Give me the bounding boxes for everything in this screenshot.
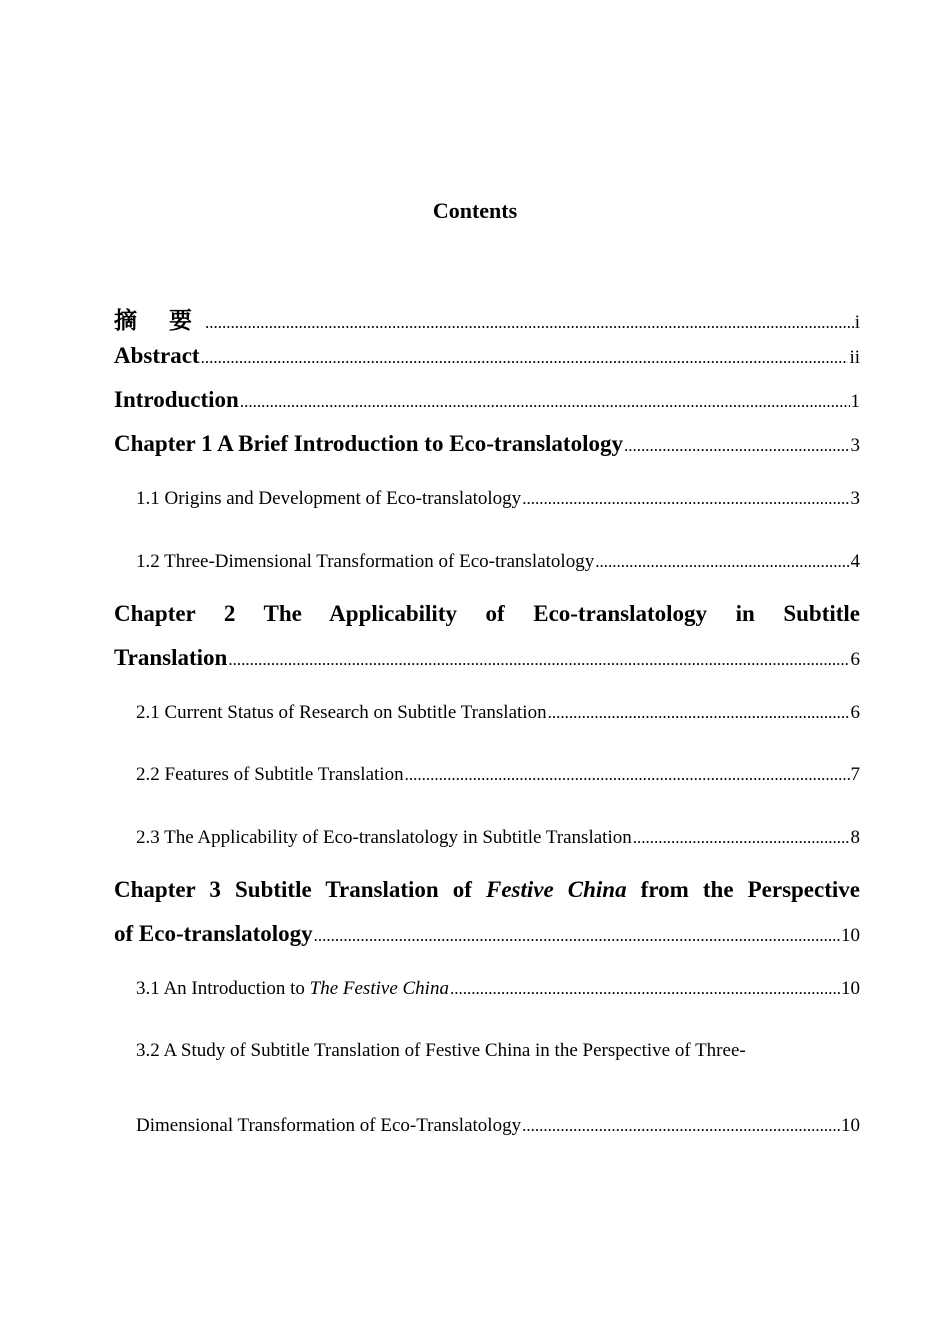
- chapter-3-text-c: from the Perspective: [626, 877, 860, 902]
- toc-entry-section-2-1[interactable]: [136, 702, 860, 724]
- toc-page-number: 4: [850, 551, 860, 572]
- dot-leader: [522, 489, 849, 509]
- section-3-1-title-italic: The Festive China: [309, 978, 449, 999]
- toc-entry-line-2: [136, 1115, 860, 1137]
- toc-entry-label-line-1: [114, 877, 860, 903]
- dot-leader: [405, 765, 850, 785]
- dot-leader: [205, 313, 854, 333]
- toc-page-number: 3: [850, 435, 860, 456]
- dot-leader: [624, 436, 850, 456]
- chapter-3-text-a: Chapter 3 Subtitle Translation of: [114, 877, 486, 902]
- dot-leader: [548, 703, 850, 723]
- toc-entry-introduction[interactable]: [114, 387, 860, 413]
- toc-entry-label-line-2: of Eco-translatology: [114, 921, 313, 946]
- toc-entry-line-2: [114, 921, 860, 947]
- toc-entry-abstract[interactable]: [114, 343, 860, 369]
- toc-page-number: 10: [841, 978, 860, 999]
- toc-entry-section-2-2[interactable]: [136, 764, 860, 786]
- toc-page-number: 6: [850, 649, 860, 670]
- toc-entry-label-line-2: Dimensional Transformation of Eco-Translatology: [136, 1115, 522, 1136]
- toc-page-number: 6: [850, 702, 860, 723]
- toc-page-number: ii: [849, 347, 860, 368]
- toc-entry-label: 摘 要: [114, 308, 205, 334]
- toc-entry-section-1-2[interactable]: [136, 551, 860, 573]
- toc-entry-label: [136, 978, 449, 1000]
- section-3-1-text: 3.1 An Introduction to: [136, 978, 310, 999]
- toc-entry-label-line-2: Translation: [114, 645, 228, 670]
- toc-page-number: 10: [841, 1115, 860, 1136]
- toc-entry-label: 2.1 Current Status of Research on Subtitle Translation: [136, 702, 547, 723]
- toc-entry-label: Abstract: [114, 343, 200, 368]
- toc-entry-line-2: [114, 645, 860, 671]
- toc-entry-label: Chapter 1 A Brief Introduction to Eco-translatology: [114, 431, 623, 456]
- toc-page-number: 3: [850, 488, 860, 509]
- dot-leader: [201, 348, 849, 368]
- toc-entry-section-2-3[interactable]: [136, 827, 860, 849]
- toc-entry-section-3-1[interactable]: [136, 978, 860, 1000]
- dot-leader: [595, 552, 849, 572]
- dot-leader: [314, 926, 840, 946]
- page-title: Contents: [432, 198, 518, 223]
- toc-page-number: 7: [850, 764, 860, 785]
- toc-page-number: 10: [841, 925, 860, 946]
- dot-leader: [240, 392, 850, 412]
- toc-entry-label: 1.2 Three-Dimensional Transformation of Eco-translatology: [136, 551, 595, 572]
- toc-entry-label-line-1: Chapter 2 The Applicability of Eco-translatology in Subtitle: [114, 601, 860, 626]
- toc-entry-label-line-1: 3.2 A Study of Subtitle Translation of Festive China in the Perspective of Three-: [136, 1040, 746, 1061]
- toc-entry-label: 1.1 Origins and Development of Eco-translatology: [136, 488, 522, 509]
- toc-entry-chapter-1[interactable]: [114, 431, 860, 457]
- toc-entry-label: 2.3 The Applicability of Eco-translatology in Subtitle Translation: [136, 827, 632, 848]
- toc-page-number: i: [854, 312, 860, 333]
- dot-leader: [633, 828, 850, 848]
- dot-leader: [228, 650, 849, 670]
- toc-entry-chinese-abstract[interactable]: [114, 302, 860, 335]
- toc-page-number: 1: [850, 391, 860, 412]
- toc-page-number: 8: [850, 827, 860, 848]
- chapter-3-title-italic: Festive China: [486, 877, 627, 902]
- dot-leader: [522, 1116, 840, 1136]
- toc-entry-section-1-1[interactable]: [136, 488, 860, 510]
- toc-entry-label: 2.2 Features of Subtitle Translation: [136, 764, 404, 785]
- dot-leader: [450, 979, 840, 999]
- toc-entry-label: Introduction: [114, 387, 239, 412]
